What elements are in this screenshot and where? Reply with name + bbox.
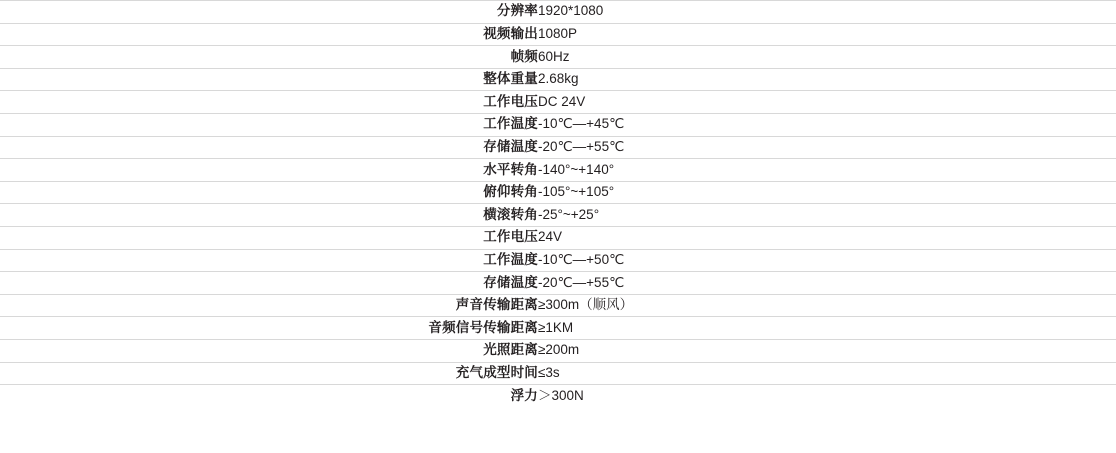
table-row: [0, 159, 1116, 182]
spec-value: 24V: [538, 226, 1116, 249]
spec-label: 整体重量: [0, 68, 538, 91]
table-row: [0, 272, 1116, 295]
spec-label: 帧频: [0, 46, 538, 69]
spec-value: -25°~+25°: [538, 204, 1116, 227]
spec-label: 充气成型时间: [0, 362, 538, 385]
spec-label: 存储温度: [0, 136, 538, 159]
table-row: [0, 113, 1116, 136]
spec-value: -20℃—+55℃: [538, 136, 1116, 159]
table-row: [0, 91, 1116, 114]
spec-value: ≥200m: [538, 339, 1116, 362]
table-row: [0, 181, 1116, 204]
spec-value: 1080P: [538, 23, 1116, 46]
table-row: [0, 204, 1116, 227]
table-row: [0, 226, 1116, 249]
spec-value: ≥300m（顺风）: [538, 294, 1116, 317]
table-row: [0, 249, 1116, 272]
spec-value: DC 24V: [538, 91, 1116, 114]
spec-label: 视频输出: [0, 23, 538, 46]
spec-value: ≤3s: [538, 362, 1116, 385]
table-row: [0, 136, 1116, 159]
spec-label: 光照距离: [0, 339, 538, 362]
table-row: [0, 339, 1116, 362]
spec-label: 音频信号传输距离: [0, 317, 538, 340]
spec-label: 俯仰转角: [0, 181, 538, 204]
table-row: [0, 46, 1116, 69]
spec-value: ＞300N: [538, 385, 1116, 408]
spec-value: -105°~+105°: [538, 181, 1116, 204]
spec-value: -10℃—+50℃: [538, 249, 1116, 272]
spec-label: 分辨率: [0, 1, 538, 24]
spec-value: -20℃—+55℃: [538, 272, 1116, 295]
spec-label: 声音传输距离: [0, 294, 538, 317]
table-row: [0, 68, 1116, 91]
spec-label: 工作电压: [0, 226, 538, 249]
spec-value: 60Hz: [538, 46, 1116, 69]
specification-table-body: [0, 1, 1116, 408]
table-row: [0, 362, 1116, 385]
spec-label: 横滚转角: [0, 204, 538, 227]
spec-label: 浮力: [0, 385, 538, 408]
spec-value: -140°~+140°: [538, 159, 1116, 182]
spec-label: 工作电压: [0, 91, 538, 114]
spec-value: -10℃—+45℃: [538, 113, 1116, 136]
spec-label: 存储温度: [0, 272, 538, 295]
table-row: [0, 23, 1116, 46]
spec-value: 1920*1080: [538, 1, 1116, 24]
spec-value: ≥1KM: [538, 317, 1116, 340]
table-row: [0, 385, 1116, 408]
spec-value: 2.68kg: [538, 68, 1116, 91]
table-row: [0, 294, 1116, 317]
spec-label: 水平转角: [0, 159, 538, 182]
spec-label: 工作温度: [0, 113, 538, 136]
table-row: [0, 317, 1116, 340]
spec-label: 工作温度: [0, 249, 538, 272]
table-row: [0, 1, 1116, 24]
